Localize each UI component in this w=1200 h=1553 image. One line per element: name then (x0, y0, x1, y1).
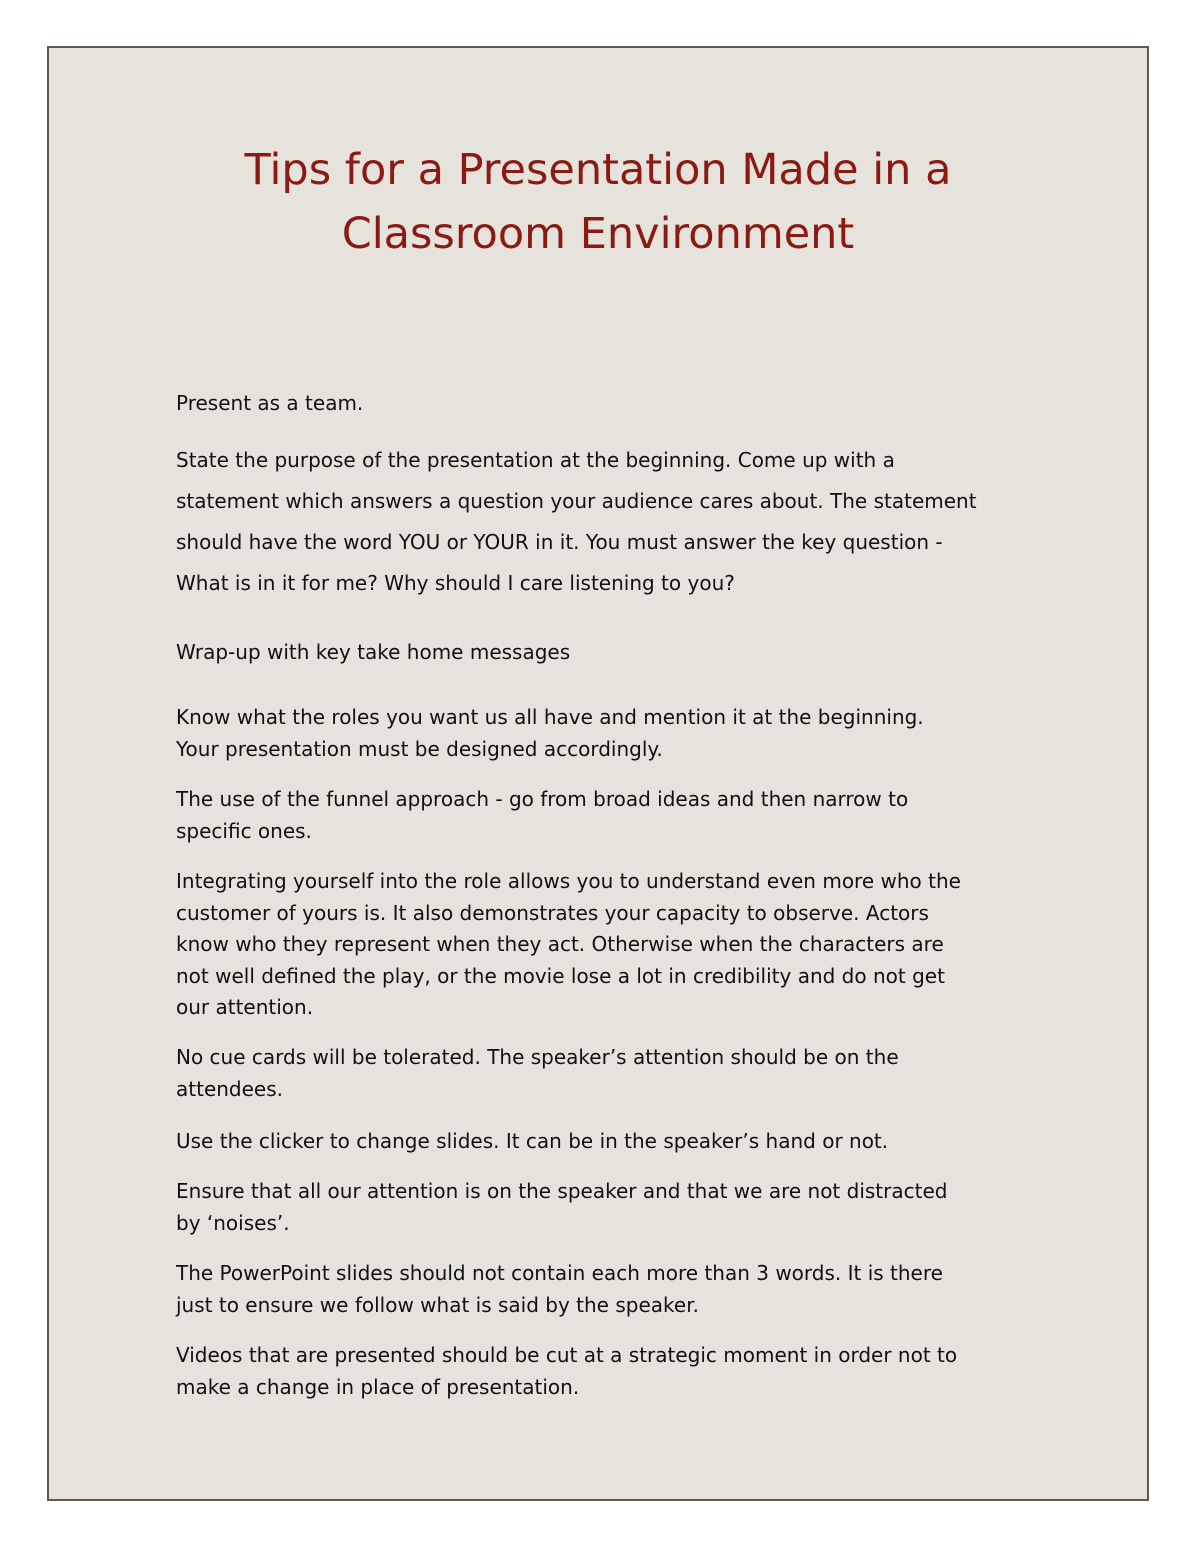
tip-attention-on-speaker (176, 1176, 1036, 1239)
tip-line: The PowerPoint slides should not contain each more than 3 words. It is there (176, 1261, 943, 1285)
tip-line: know who they represent when they act. Otherwise when the characters are (176, 932, 944, 956)
tip-line: customer of yours is. It also demonstrates your capacity to observe. Actors (176, 900, 929, 925)
tip-line: Use the clicker to change slides. It can be in the speaker’s hand or not. (176, 1129, 889, 1153)
tip-line: by ‘noises’. (176, 1210, 290, 1235)
tip-line: should have the word YOU or YOUR in it. You must answer the key question - (176, 530, 943, 554)
tip-line: just to ensure we follow what is said by the speaker. (176, 1292, 699, 1317)
title-line: Classroom Environment (341, 209, 855, 259)
tip-powerpoint-slides (176, 1258, 1036, 1321)
tip-line: Wrap-up with key take home messages (176, 640, 571, 664)
tip-funnel-approach (176, 784, 1036, 847)
tip-no-cue-cards (176, 1042, 1036, 1105)
tip-know-roles (176, 702, 1036, 765)
tip-state-purpose (176, 440, 1036, 604)
tip-line: What is in it for me? Why should I care listening to you? (176, 571, 735, 595)
tip-line: specific ones. (176, 818, 312, 843)
tip-line: statement which answers a question your audience cares about. The statement (176, 489, 977, 513)
tip-videos (176, 1340, 1036, 1403)
tip-line: Ensure that all our attention is on the speaker and that we are not distracted (176, 1179, 948, 1203)
tip-line: Present as a team. (176, 391, 364, 415)
tip-line: our attention. (176, 995, 314, 1019)
tip-line: not well defined the play, or the movie lose a lot in credibility and do not get (176, 963, 945, 988)
title-line: Tips for a Presentation Made in a (244, 145, 952, 195)
document-title (0, 138, 1196, 266)
tip-line: State the purpose of the presentation at the beginning. Come up with a (176, 448, 895, 472)
tip-line: Know what the roles you want us all have and mention it at the beginning. (176, 705, 924, 729)
tip-line: Your presentation must be designed accordingly. (176, 736, 663, 761)
tip-line: make a change in place of presentation. (176, 1374, 580, 1399)
tip-line: Integrating yourself into the role allows you to understand even more who the (176, 869, 961, 893)
tip-clicker (176, 1126, 1036, 1158)
tip-wrap-up (176, 637, 1036, 669)
tip-line: The use of the funnel approach - go from broad ideas and then narrow to (176, 787, 909, 811)
tip-line: No cue cards will be tolerated. The speaker’s attention should be on the (176, 1045, 899, 1069)
tip-line: Videos that are presented should be cut at a strategic moment in order not to (176, 1343, 958, 1367)
tip-line: attendees. (176, 1076, 284, 1101)
tip-integrate-role (176, 866, 1036, 1024)
tip-present-as-team (176, 388, 1036, 420)
